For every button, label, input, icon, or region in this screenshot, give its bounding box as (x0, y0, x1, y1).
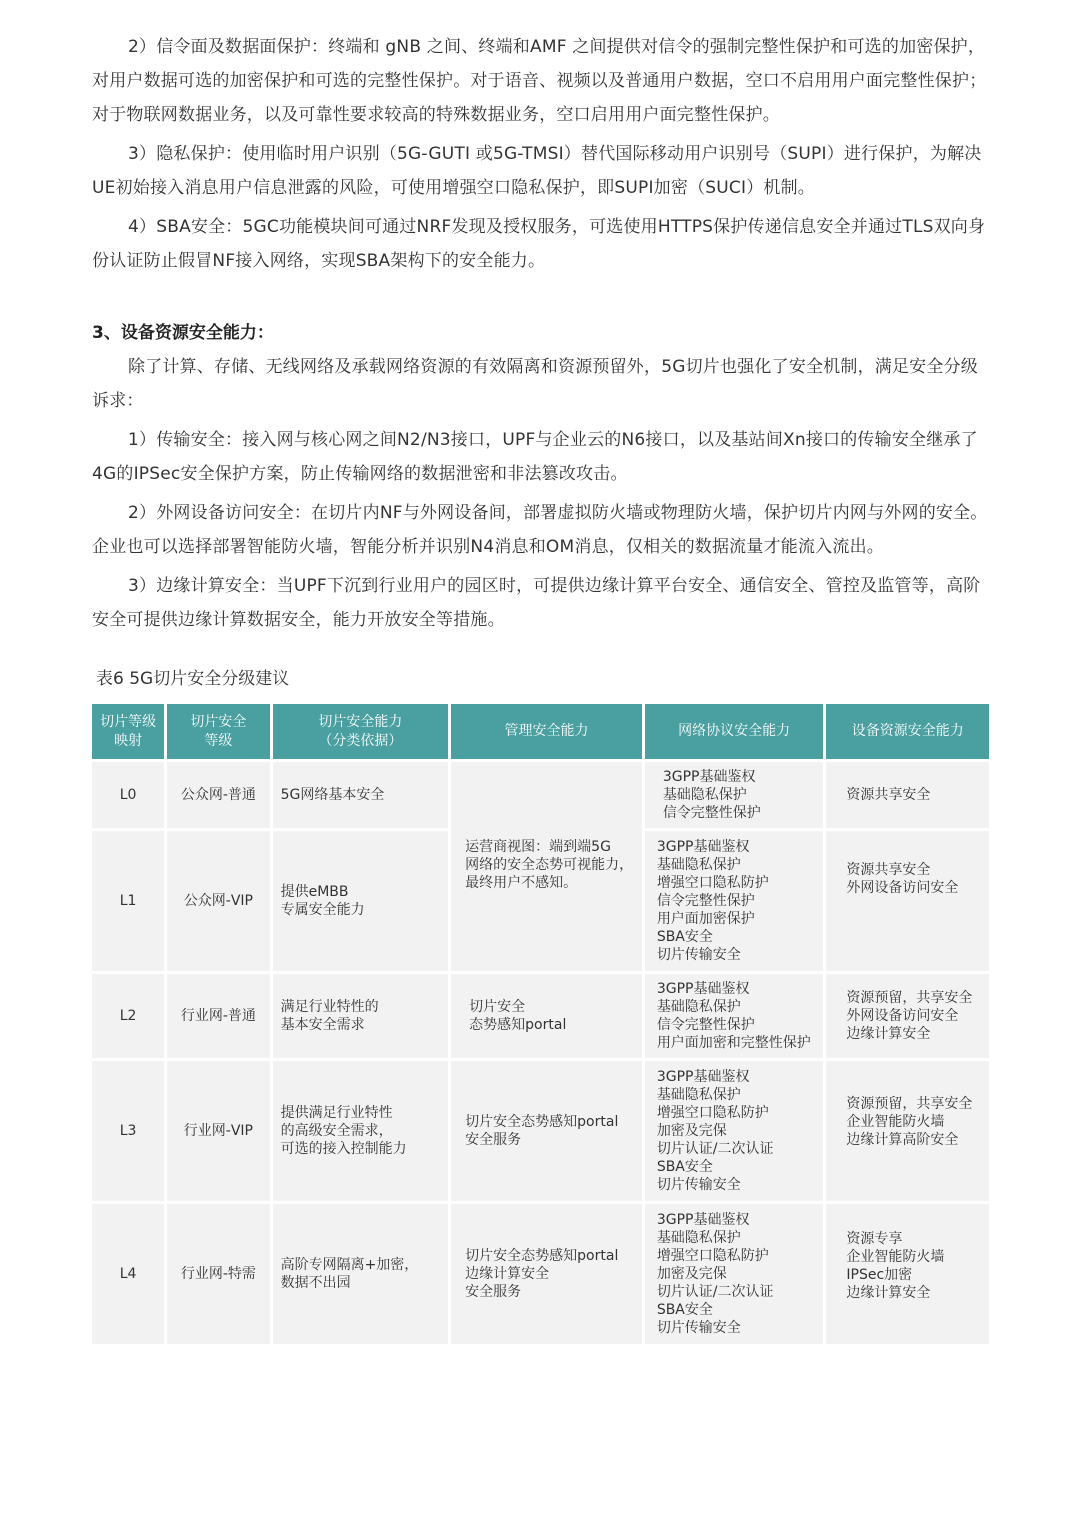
table-row (92, 1061, 989, 1201)
grade-cell: 行业网-特需 (167, 1204, 269, 1344)
paragraph: 2）外网设备访问安全：在切片内NF与外网设备间，部署虚拟防火墙或物理防火墙，保护切片内网与外网的安全。企业也可以选择部署智能防火墙，智能分析并识别N4消息和OM消息，仅相关的数据流量才能流入流出。 (92, 503, 988, 557)
resource-cell: 资源预留，共享安全 企业智能防火墙 边缘计算高阶安全 (826, 1061, 989, 1201)
paragraph: 3）隐私保护：使用临时用户识别（5G-GUTI 或5G-TMSI）替代国际移动用户识别号（SUPI）进行保护，为解决UE初始接入消息用户信息泄露的风险，可使用增强空口隐私保护，即SUPI加密（SUCI）机制。 (92, 144, 982, 198)
paragraph: 4）SBA安全：5GC功能模块间可通过NRF发现及授权服务，可选使用HTTPS保护传递信息安全并通过TLS双向身份认证防止假冒NF接入网络，实现SBA架构下的安全能力。 (92, 217, 986, 271)
table-row (92, 1204, 989, 1344)
resource-cell: 资源共享安全 (826, 762, 989, 828)
management-cell: 切片安全态势感知portal 安全服务 (451, 1061, 642, 1201)
paragraph: 除了计算、存储、无线网络及承载网络资源的有效隔离和资源预留外，5G切片也强化了安全机制，满足安全分级诉求： (92, 357, 978, 411)
protocol-cell: 3GPP基础鉴权 基础隐私保护 增强空口隐私防护 加密及完保 切片认证/二次认证 SBA安全 切片传输安全 (645, 1061, 824, 1201)
section-title: 3、设备资源安全能力： (92, 323, 274, 343)
header-security-grade: 切片安全 等级 (167, 704, 269, 759)
header-management-capability: 管理安全能力 (451, 704, 642, 759)
table-header-row (92, 704, 989, 759)
resource-cell: 资源预留，共享安全 外网设备访问安全 边缘计算安全 (826, 974, 989, 1058)
table-caption: 表6 5G切片安全分级建议 (96, 669, 290, 689)
protocol-cell: 3GPP基础鉴权 基础隐私保护 增强空口隐私防护 加密及完保 切片认证/二次认证 SBA安全 切片传输安全 (645, 1204, 824, 1344)
capability-cell: 满足行业特性的 基本安全需求 (273, 974, 449, 1058)
header-level-mapping: 切片等级 映射 (92, 704, 164, 759)
level-cell: L3 (92, 1061, 164, 1201)
table-row (92, 974, 989, 1058)
grade-cell: 行业网-普通 (167, 974, 269, 1058)
capability-cell: 高阶专网隔离+加密， 数据不出园 (273, 1204, 449, 1344)
level-cell: L0 (92, 762, 164, 828)
header-slice-capability: 切片安全能力 （分类依据） (273, 704, 449, 759)
protocol-cell: 3GPP基础鉴权 基础隐私保护 信令完整性保护 用户面加密和完整性保护 (645, 974, 824, 1058)
paragraph: 2）信令面及数据面保护：终端和 gNB 之间、终端和AMF 之间提供对信令的强制完整性保护和可选的加密保护，对用户数据可选的加密保护和可选的完整性保护。对于语音、视频以及普通用户数据，空口不启用用户面完整性保护；对于物联网数据业务，以及可靠性要求较高的特殊数据业务，空口启用用户面完整性保护。 (92, 37, 987, 125)
capability-cell: 提供eMBB 专属安全能力 (273, 831, 449, 971)
table-row (92, 762, 989, 828)
management-cell-merged: 运营商视图：端到端5G 网络的安全态势可视能力， 最终用户不感知。 (451, 762, 642, 971)
grade-cell: 公众网-普通 (167, 762, 269, 828)
document-body (92, 30, 992, 1347)
resource-cell: 资源专享 企业智能防火墙 IPSec加密 边缘计算安全 (826, 1204, 989, 1344)
paragraph: 1）传输安全：接入网与核心网之间N2/N3接口，UPF与企业云的N6接口，以及基站间Xn接口的传输安全继承了4G的IPSec安全保护方案，防止传输网络的数据泄密和非法篡改攻击。 (92, 430, 978, 484)
level-cell: L1 (92, 831, 164, 971)
header-resource-capability: 设备资源安全能力 (826, 704, 989, 759)
management-cell: 切片安全态势感知portal 边缘计算安全 安全服务 (451, 1204, 642, 1344)
header-protocol-capability: 网络协议安全能力 (645, 704, 824, 759)
protocol-cell: 3GPP基础鉴权 基础隐私保护 信令完整性保护 (645, 762, 824, 828)
grade-cell: 公众网-VIP (167, 831, 269, 971)
grade-cell: 行业网-VIP (167, 1061, 269, 1201)
level-cell: L4 (92, 1204, 164, 1344)
paragraph: 3）边缘计算安全：当UPF下沉到行业用户的园区时，可提供边缘计算平台安全、通信安全、管控及监管等，高阶安全可提供边缘计算数据安全，能力开放安全等措施。 (92, 576, 981, 630)
security-level-table (89, 701, 992, 1347)
protocol-cell: 3GPP基础鉴权 基础隐私保护 增强空口隐私防护 信令完整性保护 用户面加密保护 SBA安全 切片传输安全 (645, 831, 824, 971)
management-cell: 切片安全 态势感知portal (451, 974, 642, 1058)
capability-cell: 5G网络基本安全 (273, 762, 449, 828)
capability-cell: 提供满足行业特性 的高级安全需求， 可选的接入控制能力 (273, 1061, 449, 1201)
resource-cell: 资源共享安全 外网设备访问安全 (826, 831, 989, 971)
level-cell: L2 (92, 974, 164, 1058)
